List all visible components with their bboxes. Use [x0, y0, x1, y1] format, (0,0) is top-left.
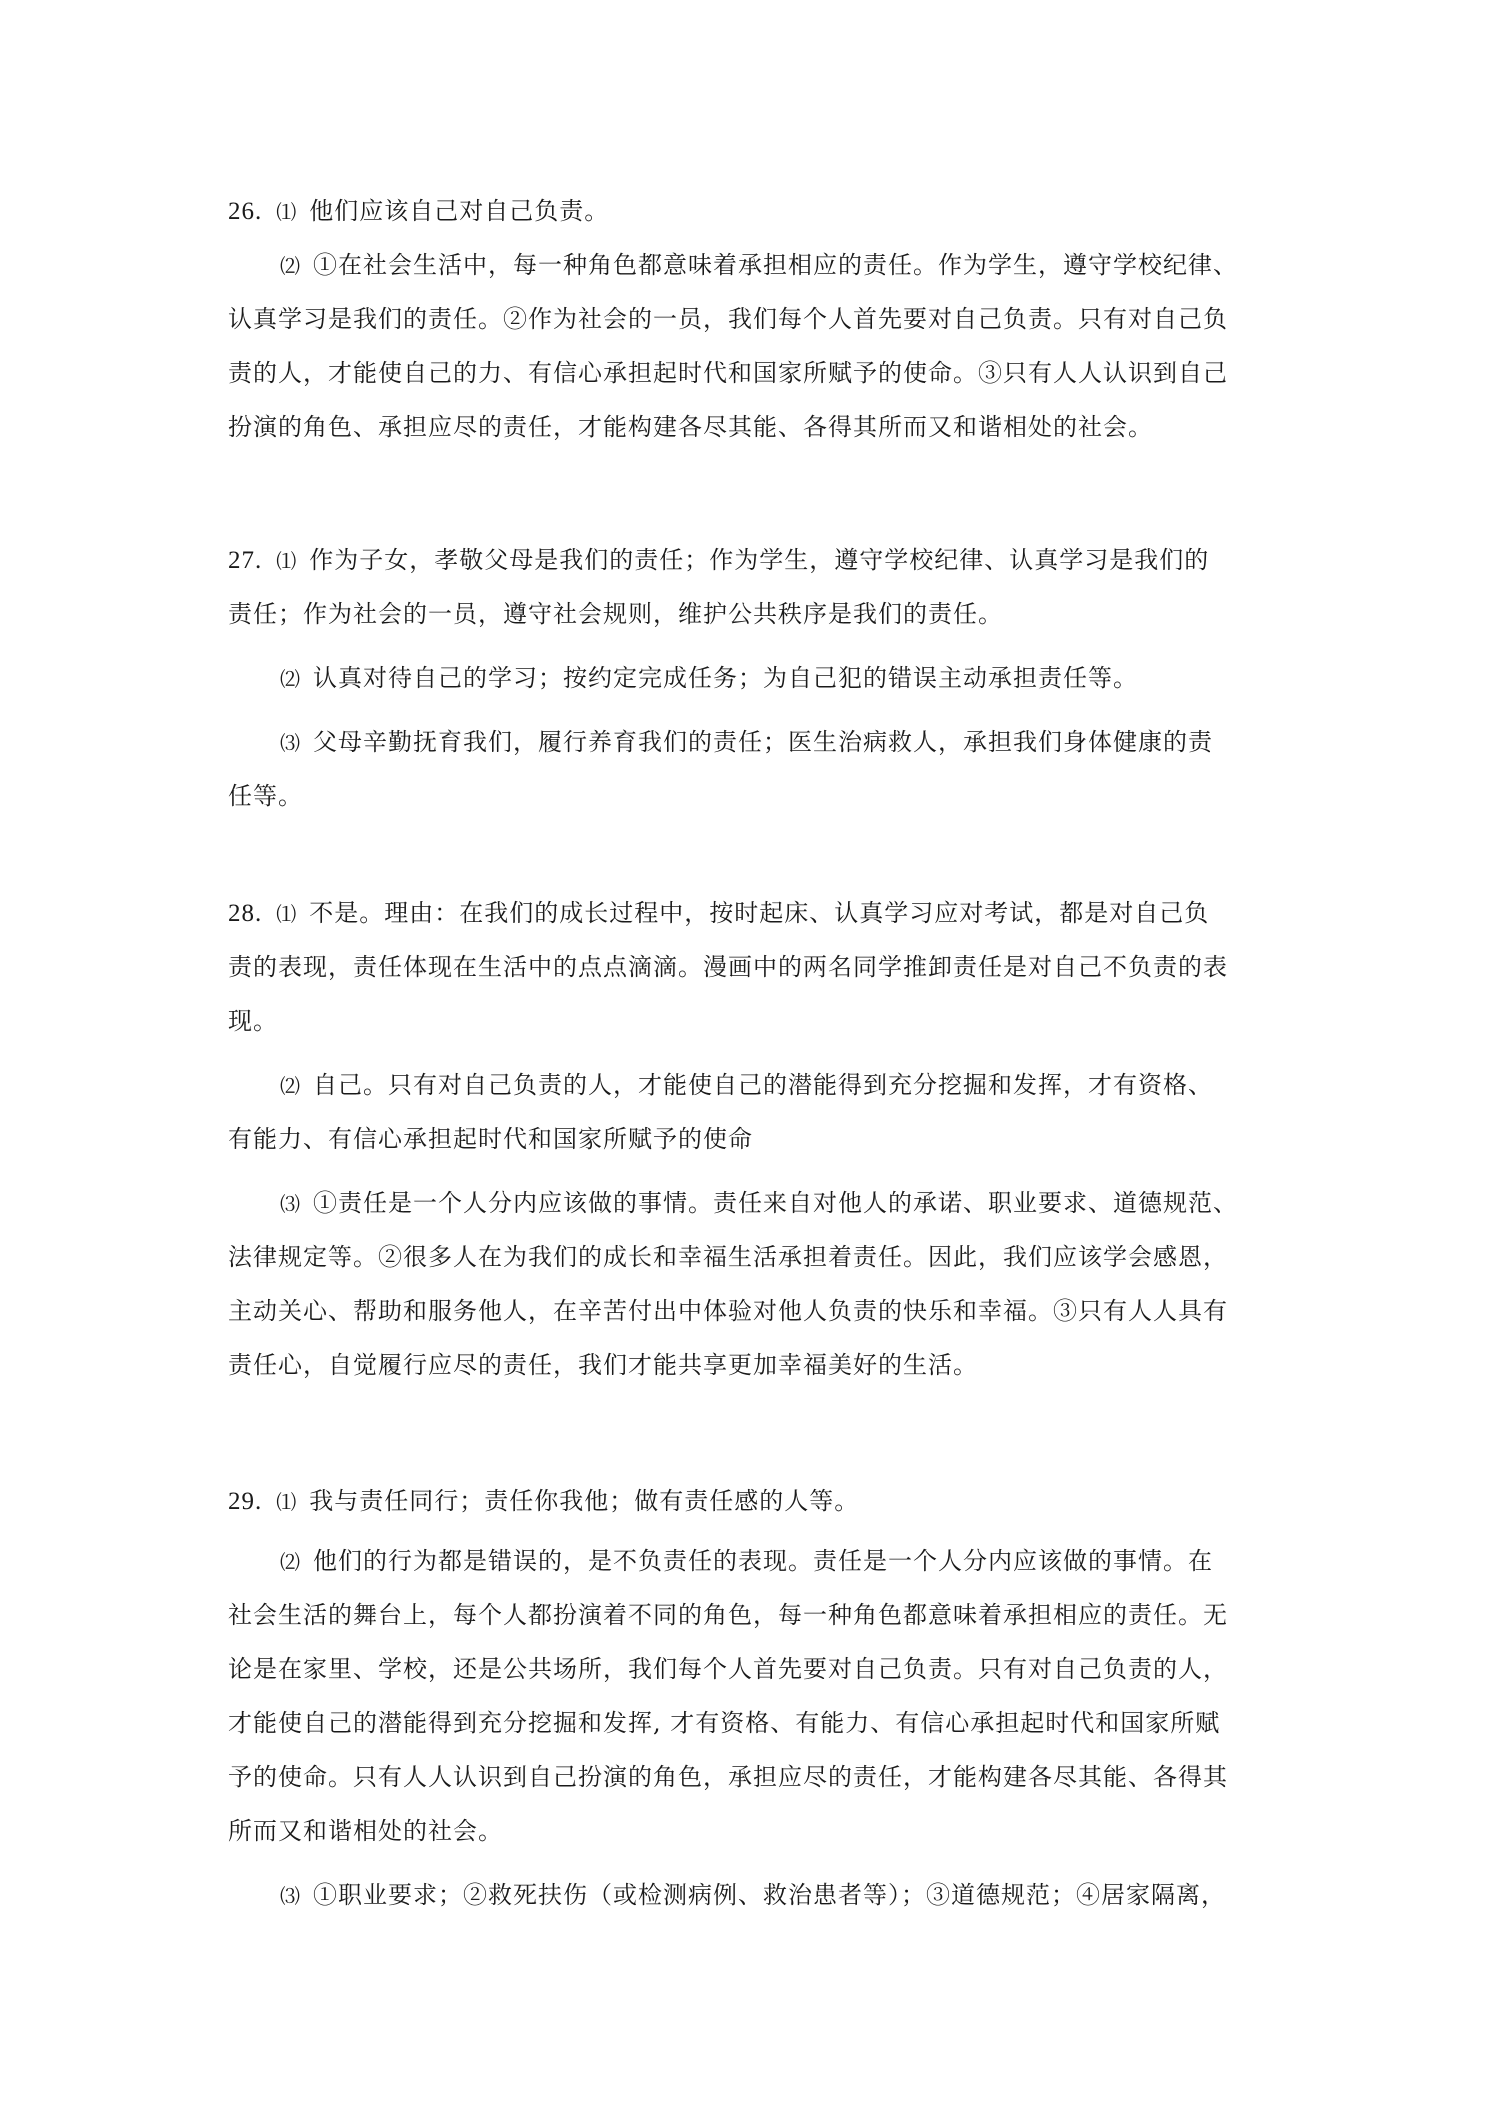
question-number: 29. [228, 1488, 263, 1515]
answer-text: 所而又和谐相处的社会。 [228, 1817, 503, 1845]
q28-line-7 [228, 1242, 1268, 1272]
q28-line-4 [280, 1070, 1270, 1101]
answer-text: ①职业要求；②救死扶伤（或检测病例、救治患者等）；③道德规范；④居家隔离， [313, 1881, 1226, 1909]
answer-text: 才能使自己的潜能得到充分挖掘和发挥, 才有资格、有能力、有信心承担起时代和国家所赋 [228, 1709, 1221, 1737]
q29-line-6 [228, 1762, 1268, 1792]
q27-line-3 [280, 663, 1270, 694]
q29-line-4 [228, 1654, 1268, 1684]
answer-text: 作为子女，孝敬父母是我们的责任；作为学生，遵守学校纪律、认真学习是我们的 [309, 546, 1210, 574]
q29-line-3 [228, 1600, 1268, 1630]
q27-line-5 [228, 781, 1268, 811]
answer-text: ①责任是一个人分内应该做的事情。责任来自对他人的承诺、职业要求、道德规范、 [313, 1189, 1238, 1217]
question-number: 27. [228, 547, 263, 574]
sub-marker: ⑵ [280, 254, 301, 278]
answer-text: 认真对待自己的学习；按约定完成任务；为自己犯的错误主动承担责任等。 [313, 664, 1138, 692]
answer-text: ①在社会生活中，每一种角色都意味着承担相应的责任。作为学生，遵守学校纪律、 [313, 251, 1238, 279]
q27-line-2 [228, 599, 1268, 629]
answer-text: 他们应该自己对自己负责。 [309, 197, 610, 225]
answer-text: 责的人，才能使自己的力、有信心承担起时代和国家所赋予的使命。③只有人人认识到自己 [228, 359, 1228, 387]
q28-line-5 [228, 1124, 1268, 1154]
answer-text: 论是在家里、学校，还是公共场所，我们每个人首先要对自己负责。只有对自己负责的人， [228, 1655, 1228, 1683]
answer-text: 责任；作为社会的一员，遵守社会规则，维护公共秩序是我们的责任。 [228, 600, 1003, 628]
q28-line-2 [228, 952, 1268, 982]
answer-text: 现。 [228, 1007, 278, 1035]
sub-marker: ⑴ [276, 549, 298, 573]
answer-text: 认真学习是我们的责任。②作为社会的一员，我们每个人首先要对自己负责。只有对自己负 [228, 305, 1228, 333]
answer-text: 自己。只有对自己负责的人，才能使自己的潜能得到充分挖掘和发挥，才有资格、 [313, 1071, 1213, 1099]
q28-line-8 [228, 1296, 1268, 1326]
q26-line-4 [228, 358, 1268, 388]
answer-text: 有能力、有信心承担起时代和国家所赋予的使命 [228, 1125, 753, 1153]
q29-line-5 [228, 1708, 1268, 1738]
q26-line-2 [280, 250, 1270, 281]
answer-text: 任等。 [228, 782, 303, 810]
sub-marker: ⑵ [280, 1550, 301, 1574]
q28-line-9 [228, 1350, 1268, 1380]
answer-text: 他们的行为都是错误的，是不负责任的表现。责任是一个人分内应该做的事情。在 [313, 1547, 1213, 1575]
sub-marker: ⑵ [280, 667, 301, 691]
answer-text: 扮演的角色、承担应尽的责任，才能构建各尽其能、各得其所而又和谐相处的社会。 [228, 413, 1153, 441]
sub-marker: ⑴ [276, 200, 298, 224]
q29-line-2 [280, 1546, 1270, 1577]
question-number: 28. [228, 900, 263, 927]
q27-line-1 [228, 545, 1268, 576]
answer-text: 不是。理由：在我们的成长过程中，按时起床、认真学习应对考试，都是对自己负 [309, 899, 1210, 927]
sub-marker: ⑴ [276, 1490, 298, 1514]
q26-line-3 [228, 304, 1268, 334]
answer-text: 责的表现，责任体现在生活中的点点滴滴。漫画中的两名同学推卸责任是对自己不负责的表 [228, 953, 1228, 981]
answer-text: 主动关心、帮助和服务他人，在辛苦付出中体验对他人负责的快乐和幸福。③只有人人具有 [228, 1297, 1228, 1325]
sub-marker: ⑶ [280, 731, 301, 755]
answer-text: 予的使命。只有人人认识到自己扮演的角色，承担应尽的责任，才能构建各尽其能、各得其 [228, 1763, 1228, 1791]
sub-marker: ⑶ [280, 1192, 301, 1216]
answer-text: 法律规定等。②很多人在为我们的成长和幸福生活承担着责任。因此，我们应该学会感恩， [228, 1243, 1228, 1271]
q26-line-5 [228, 412, 1268, 442]
sub-marker: ⑶ [280, 1884, 301, 1908]
answer-text: 我与责任同行；责任你我他；做有责任感的人等。 [309, 1487, 860, 1515]
q28-line-3 [228, 1006, 1268, 1036]
q27-line-4 [280, 727, 1270, 758]
q29-line-1 [228, 1486, 1268, 1517]
q28-line-1 [228, 898, 1268, 929]
answer-text: 责任心，自觉履行应尽的责任，我们才能共享更加幸福美好的生活。 [228, 1351, 978, 1379]
answer-text: 社会生活的舞台上，每个人都扮演着不同的角色，每一种角色都意味着承担相应的责任。无 [228, 1601, 1228, 1629]
q28-line-6 [280, 1188, 1270, 1219]
q29-line-7 [228, 1816, 1268, 1846]
question-number: 26. [228, 198, 263, 225]
q29-line-8 [280, 1880, 1270, 1911]
q26-line-1 [228, 196, 1268, 227]
answer-text: 父母辛勤抚育我们，履行养育我们的责任；医生治病救人，承担我们身体健康的责 [313, 728, 1213, 756]
sub-marker: ⑵ [280, 1074, 301, 1098]
sub-marker: ⑴ [276, 902, 298, 926]
